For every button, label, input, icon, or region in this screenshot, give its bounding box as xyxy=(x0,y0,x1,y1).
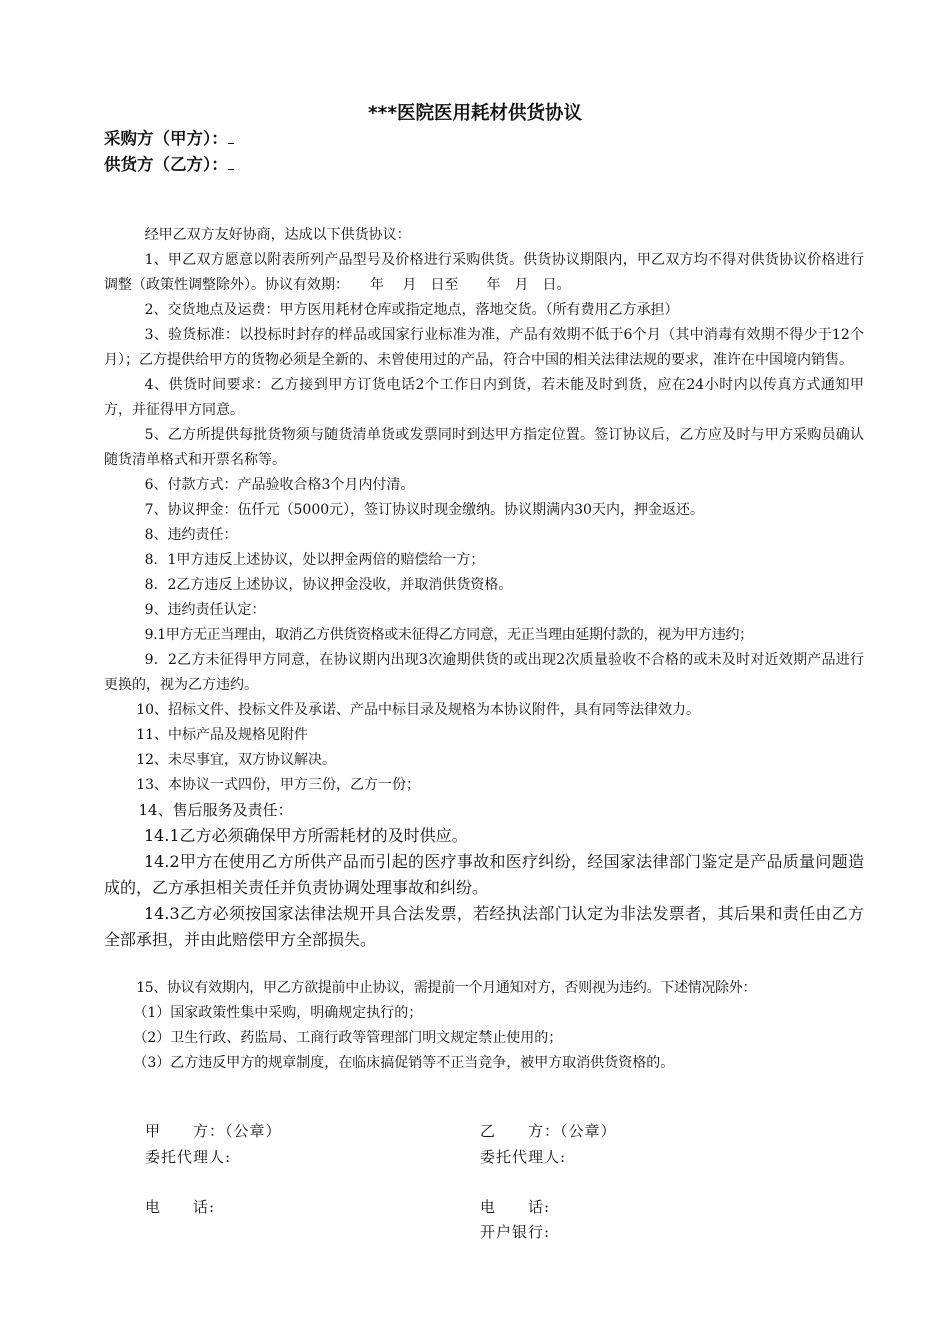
party-b-seal: 乙 方：（公章） xyxy=(480,1122,617,1140)
clause-10: 10、招标文件、投标文件及承诺、产品中标目录及规格为本协议附件，具有同等法律效力。 xyxy=(136,702,700,718)
clause-7: 7、协议押金：伍仟元（5000元），签订协议时现金缴纳。协议期满内30天内，押金返还。 xyxy=(144,502,704,518)
clause-14-3: 14.3乙方必须按国家法律法规开具合法发票，若经执法部门认定为非法发票者，其后果和责任由乙方全部承担，并由此赔偿甲方全部损失。 xyxy=(104,904,864,949)
clause-4: 4、供货时间要求：乙方接到甲方订货电话2个工作日内到货，若未能及时到货，应在24小时内以传真方式通知甲方，并征得甲方同意。 xyxy=(104,377,864,418)
clause-15: 15、协议有效期内，甲乙方欲提前中止协议，需提前一个月通知对方，否则视为违约。下述情况除外： xyxy=(136,980,757,996)
clause-2: 2、交货地点及运费：甲方医用耗材仓库或指定地点，落地交货。（所有费用乙方承担） xyxy=(144,302,679,318)
clause-5: 5、乙方所提供每批货物须与随货清单货或发票同时到达甲方指定位置。签订协议后，乙方应及时与甲方采购员确认随货清单格式和开票名称等。 xyxy=(104,427,864,468)
clause-3: 3、验货标准：以投标时封存的样品或国家行业标准为准，产品有效期不低于6个月（其中消毒有效期不得少于12个月）；乙方提供给甲方的货物必须是全新的、未曾使用过的产品，符合中国的相关法律法规的要求，准许在中国境内销售。 xyxy=(104,327,864,368)
supplier-blank xyxy=(228,155,234,170)
party-b-bank: 开户银行: xyxy=(480,1223,551,1241)
clause-11: 11、中标产品及规格见附件 xyxy=(136,727,309,743)
spacer xyxy=(104,953,864,976)
buyer-line xyxy=(104,125,234,149)
clause-8-1: 8．1甲方违反上述协议，处以押金两倍的赔偿给一方； xyxy=(144,552,485,568)
party-a-phone: 电 话: xyxy=(145,1198,216,1216)
clause-15-2: （2）卫生行政、药监局、工商行政等管理部门明文规定禁止使用的； xyxy=(133,1030,563,1046)
party-a-seal: 甲 方：（公章） xyxy=(145,1122,282,1140)
clause-14-2: 14.2甲方在使用乙方所供产品而引起的医疗事故和医疗纠纷，经国家法律部门鉴定是产品质量问题造成的，乙方承担相关责任并负责协调处理事故和纠纷。 xyxy=(104,852,864,897)
clause-1: 1、甲乙双方愿意以附表所列产品型号及价格进行采购供货。供货协议期限内，甲乙双方均不得对供货协议价格进行调整（政策性调整除外）。协议有效期： 年 月 日至 年 月 日。 xyxy=(104,252,864,293)
clause-12: 12、未尽事宜，双方协议解决。 xyxy=(136,752,337,768)
supplier-label: 供货方（乙方）： xyxy=(104,155,228,174)
clause-13: 13、本协议一式四份，甲方三份，乙方一份； xyxy=(136,777,421,793)
buyer-label: 采购方（甲方）： xyxy=(104,129,228,148)
clause-15-3: （3）乙方违反甲方的规章制度，在临床搞促销等不正当竞争，被甲方取消供货资格的。 xyxy=(133,1055,675,1071)
clause-9-1: 9.1甲方无正当理由，取消乙方供货资格或未征得乙方同意，无正当理由延期付款的，视为甲方违约； xyxy=(144,627,753,643)
clause-15-1: （1）国家政策性集中采购，明确规定执行的； xyxy=(133,1005,423,1021)
party-b-phone: 电 话: xyxy=(480,1198,551,1216)
clause-8: 8、违约责任： xyxy=(144,527,238,543)
supplier-line xyxy=(104,151,234,175)
clause-9: 9、违约责任认定： xyxy=(144,602,266,618)
clause-14: 14、售后服务及责任： xyxy=(138,801,293,819)
document-title: ***医院医用耗材供货协议 xyxy=(367,103,583,124)
agreement-body xyxy=(104,223,864,1076)
clause-14-1: 14.1乙方必须确保甲方所需耗材的及时供应。 xyxy=(144,826,468,845)
party-a-agent: 委托代理人: xyxy=(145,1148,232,1166)
clause-8-2: 8．2乙方违反上述协议，协议押金没收，并取消供货资格。 xyxy=(144,577,513,593)
clause-9-2: 9．2乙方未征得甲方同意，在协议期内出现3次逾期供货的或出现2次质量验收不合格的或未及时对近效期产品进行更换的，视为乙方违约。 xyxy=(104,652,864,693)
party-b-agent: 委托代理人: xyxy=(480,1148,567,1166)
clause-6: 6、付款方式：产品验收合格3个月内付清。 xyxy=(144,477,415,493)
paragraph-intro: 经甲乙双方友好协商，达成以下供货协议： xyxy=(144,227,411,243)
buyer-blank xyxy=(228,129,234,144)
